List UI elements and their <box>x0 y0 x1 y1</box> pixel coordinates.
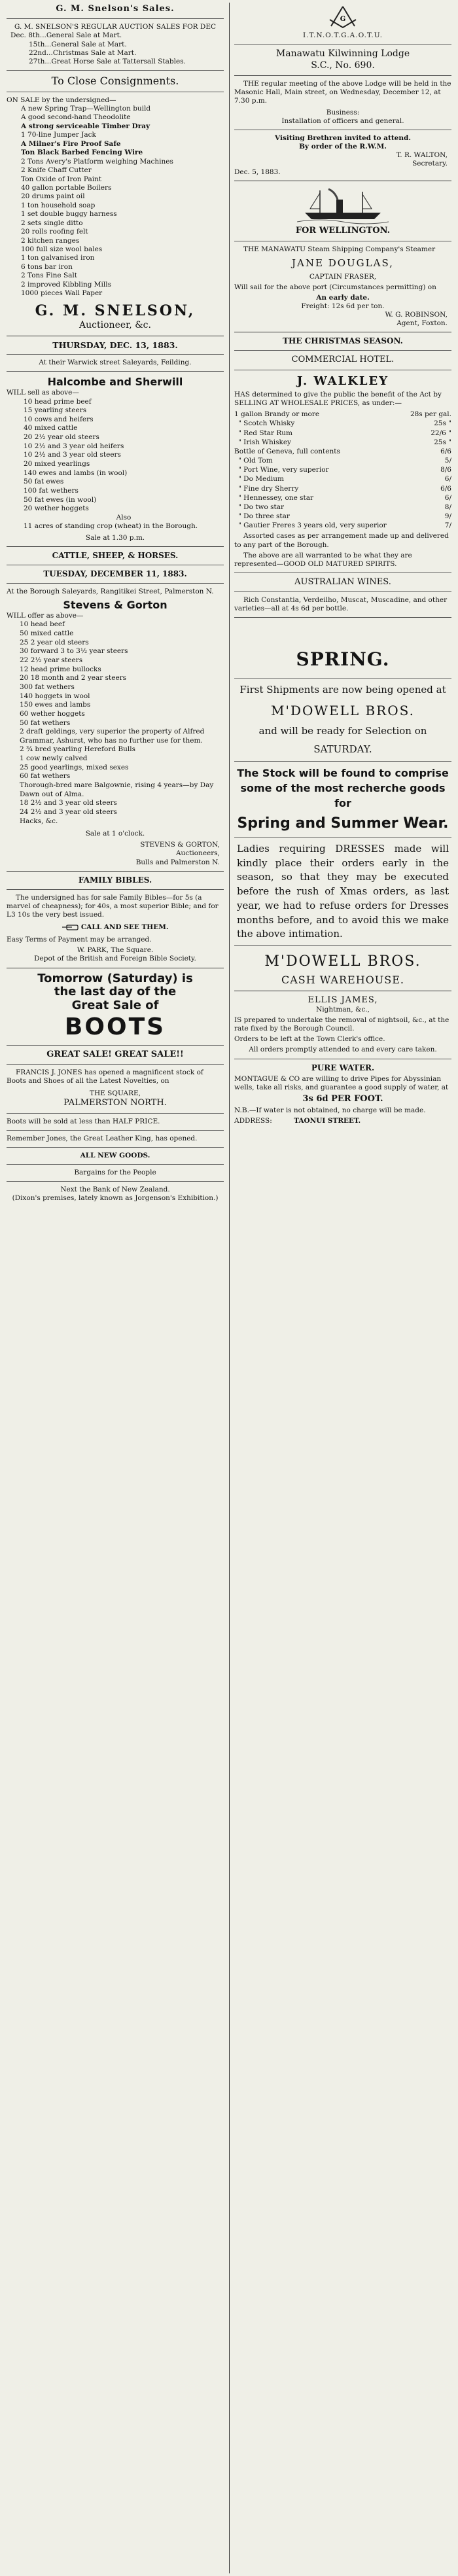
list-item: Thorough-bred mare Balgownie, rising 4 years—by Day Dawn out of Alma. <box>20 781 214 798</box>
lodge-advert <box>234 4 451 177</box>
list-item: 150 ewes and lambs <box>20 701 91 709</box>
price-value: 9/ <box>444 512 451 521</box>
list-item: 10 2½ and 3 year old steers <box>24 451 121 459</box>
spring-ladies: Ladies requiring DRESSES made will kindly place their orders early in the season, so that they may be executed before the rush of Xmas orders, as last year, we had to refuse orders for Dresses months before, and to avoid this we make the above intimation. <box>237 842 449 940</box>
list-item: 25 good yearlings, mixed sexes <box>20 763 129 771</box>
list-item: 50 fat wethers <box>20 718 71 727</box>
price-row <box>234 447 451 456</box>
lodge-body: THE regular meeting of the above Lodge will be held in the Masonic Hall, Main street, on Wednesday, December 12, at 7.30 p.m. <box>234 80 451 105</box>
spring-day: SATURDAY. <box>313 743 372 755</box>
spring-footer1: M'DOWELL BROS. <box>264 953 421 970</box>
wellington-advert <box>234 185 451 328</box>
price-item: " Hennessey, one star <box>238 493 314 502</box>
spring-firm: M'DOWELL BROS. <box>271 703 415 719</box>
ellis-advert <box>234 995 451 1055</box>
list-item: A strong serviceable Timber Dray <box>21 122 150 130</box>
bibles-call <box>7 923 224 932</box>
snelson-date: 15th...General Sale at Mart. <box>29 40 127 48</box>
list-item: 2 sets single ditto <box>21 219 83 227</box>
list-item: 2 kitchen ranges <box>21 236 80 245</box>
list-item: 1 70-line Jumper Jack <box>21 131 96 139</box>
list-item: 20 mixed yearlings <box>24 459 90 468</box>
spring-l2: and will be ready for Selection on <box>258 725 427 737</box>
list-item: 1 ton household soap <box>21 201 96 209</box>
walkley-body: HAS determined to give the public the benefit of the Act by SELLING AT WHOLESALE PRICES, as under:— <box>234 391 442 408</box>
list-item: 140 hoggets in wool <box>20 692 90 700</box>
snelson-items <box>7 105 224 298</box>
price-item: " Fine dry Sherry <box>238 484 299 493</box>
wellington-freight: Freight: 12s 6d per ton. <box>301 302 385 310</box>
price-value: 6/ <box>444 475 451 484</box>
boots-line1: Tomorrow (Saturday) is <box>37 971 193 985</box>
water-address-line <box>234 1117 451 1125</box>
list-item: 1000 pieces Wall Paper <box>21 289 103 298</box>
price-item: " Gautier Freres 3 years old, very superior <box>238 521 387 530</box>
walkley-season: THE CHRISTMAS SEASON. <box>283 336 403 346</box>
lodge-business2: Installation of officers and general. <box>281 116 404 125</box>
price-item: " Do Medium <box>238 475 285 484</box>
list-item: Ton Oxide of Iron Paint <box>21 175 102 183</box>
price-row <box>234 429 451 438</box>
wellington-captain: CAPTAIN FRASER, <box>309 272 377 281</box>
bibles-agent: Depot of the British and Foreign Bible Society. <box>34 955 196 963</box>
bibles-body: The undersigned has for sale Family Bibles—for 5s (a marvel of cheapness); for 40s, a most superior Bible; and for L3 10s the very best issued. <box>7 893 219 919</box>
list-item: 50 fat ewes <box>24 478 64 486</box>
walkley-warranted: The above are all warranted to be what they are represented—GOOD OLD MATURED SPIRITS. <box>234 551 412 568</box>
list-item: 1 cow newly calved <box>20 754 88 763</box>
list-item: 300 fat wethers <box>20 682 75 691</box>
price-item: " Red Star Rum <box>238 429 293 437</box>
walkley-assorted: Assorted cases as per arrangement made up and delivered to any part of the Borough. <box>234 532 449 549</box>
list-item: 25 2 year old steers <box>20 638 89 646</box>
price-value: 25s " <box>434 438 451 446</box>
list-item: 50 mixed cattle <box>20 629 74 638</box>
lodge-number: S.C., No. 690. <box>311 60 375 71</box>
list-item: 20 wether hoggets <box>24 504 89 513</box>
boots-place2: PALMERSTON NORTH. <box>63 1098 167 1108</box>
list-item: 50 fat ewes (in wool) <box>24 495 97 504</box>
bibles-terms: Easy Terms of Payment may be arranged. <box>7 936 152 944</box>
stevens-venue: At the Borough Saleyards, Rangitikei Street, Palmerston N. <box>7 588 214 596</box>
spring-stock: The Stock will be found to comprise some of the most recherche goods for <box>237 766 449 810</box>
snelson-on-sale: ON SALE by the undersigned— <box>7 96 116 104</box>
list-item: 12 head prime bullocks <box>20 665 101 673</box>
stevens-date: TUESDAY, DECEMBER 11, 1883. <box>43 569 187 579</box>
stevens-firm: Stevens & Gorton <box>63 599 167 612</box>
price-value: 25s " <box>434 419 451 428</box>
steamship-icon <box>297 185 389 224</box>
list-item: 20 18 month and 2 year steers <box>20 674 127 682</box>
water-body: MONTAGUE & CO are willing to drive Pipes for Abyssinian wells, take all risks, and guarantee a good supply of water, at <box>234 1074 449 1091</box>
price-row <box>234 410 451 419</box>
walkley-prices <box>234 410 451 530</box>
snelson-date: 27th...Great Horse Sale at Tattersall Stables. <box>29 57 186 65</box>
list-item: 40 gallon portable Boilers <box>21 183 112 192</box>
snelson-advert <box>7 4 224 332</box>
stevens-sig1: STEVENS & GORTON, <box>140 841 220 849</box>
list-item: A good second-hand Theodolite <box>21 113 131 122</box>
walkley-wines-header: AUSTRALIAN WINES. <box>294 576 391 587</box>
ellis-body: IS prepared to undertake the removal of nightsoil, &c., at the rate fixed by the Borough Council. <box>234 1016 449 1033</box>
price-value: 6/6 <box>440 447 451 455</box>
list-item: 2 ¾ bred yearling Hereford Bulls <box>20 745 135 754</box>
boots-line3: Great Sale of <box>71 998 159 1012</box>
stevens-lead: WILL offer as above— <box>7 612 84 620</box>
price-item: " Old Tom <box>238 457 273 465</box>
lodge-business: Business: <box>326 108 360 116</box>
halcombe-date: THURSDAY, DEC. 13, 1883. <box>52 340 178 350</box>
list-item: 24 2½ and 3 year old steers <box>20 807 117 816</box>
boots-new-goods: ALL NEW GOODS. <box>80 1151 150 1159</box>
halcombe-time: Sale at 1.30 p.m. <box>85 534 145 542</box>
masonic-emblem-icon <box>323 4 362 30</box>
water-header: PURE WATER. <box>311 1063 375 1072</box>
ellis-prompt: All orders promptly attended to and every care taken. <box>249 1046 437 1054</box>
list-item: 10 head beef <box>20 620 65 629</box>
boots-remember: Remember Jones, the Great Leather King, has opened. <box>7 1134 198 1142</box>
water-advert <box>234 1063 451 1126</box>
list-item: 2 improved Kibbling Mills <box>21 280 111 289</box>
walkley-advert <box>234 336 451 613</box>
list-item: Ton Black Barbed Fencing Wire <box>21 149 143 157</box>
right-column <box>234 3 451 2573</box>
pointing-hand-icon <box>62 923 79 931</box>
list-item: A new Spring Trap—Wellington build <box>21 105 151 113</box>
list-item: 30 forward 3 to 3½ year steers <box>20 647 128 656</box>
halcombe-firm: Halcombe and Sherwill <box>47 376 183 389</box>
list-item: 60 fat wethers <box>20 772 71 781</box>
halcombe-lead: WILL sell as above— <box>7 389 79 397</box>
halcombe-venue: At their Warwick street Saleyards, Feilding. <box>39 359 192 367</box>
price-item: " Port Wine, very superior <box>238 466 329 474</box>
boots-price: Boots will be sold at less than HALF PRICE. <box>7 1117 160 1125</box>
ellis-orders: Orders to be left at the Town Clerk's office. <box>234 1035 385 1044</box>
water-nb: N.B.—If water is not obtained, no charge will be made. <box>234 1106 426 1115</box>
list-item: 10 head prime beef <box>24 397 92 406</box>
snelson-date: 22nd...Christmas Sale at Mart. <box>29 48 137 57</box>
left-column <box>7 3 224 2573</box>
list-item: 10 2½ and 3 year old heifers <box>24 442 124 450</box>
snelson-date: Dec. 8th...General Sale at Mart. <box>10 31 122 40</box>
price-row <box>234 465 451 474</box>
spring-advert <box>234 648 451 986</box>
boots-advert <box>7 972 224 1203</box>
list-item: 10 cows and heifers <box>24 415 94 423</box>
price-value: 7/ <box>444 521 451 530</box>
list-item: 1 ton galvanised iron <box>21 254 95 262</box>
stevens-items <box>7 620 224 826</box>
bibles-advert <box>7 875 224 964</box>
stevens-advert <box>7 551 224 866</box>
price-row <box>234 456 451 465</box>
boots-dixon: (Dixon's premises, lately known as Jorgenson's Exhibition.) <box>12 1194 219 1203</box>
list-item: 60 wether hoggets <box>20 709 85 718</box>
price-row <box>234 521 451 530</box>
list-item: 22 2½ year steers <box>20 656 83 665</box>
price-item: " Do two star <box>238 503 284 511</box>
lodge-visiting: Visiting Brethren invited to attend. <box>275 133 411 142</box>
wellington-agent-role: Agent, Foxton. <box>396 319 448 328</box>
list-item: 20 rolls roofing felt <box>21 228 88 236</box>
list-item: 100 full size wool bales <box>21 245 103 253</box>
spring-season: Spring and Summer Wear. <box>237 815 449 832</box>
price-row <box>234 503 451 512</box>
bibles-header: FAMILY BIBLES. <box>78 875 152 885</box>
snelson-role: Auctioneer, &c. <box>79 320 151 331</box>
boots-bargains: Bargains for the People <box>74 1169 156 1177</box>
list-item: 1 set double buggy harness <box>21 210 117 219</box>
boots-line4: BOOTS <box>64 1013 166 1040</box>
snelson-signature: G. M. SNELSON, <box>35 302 196 319</box>
list-item: 11 acres of standing crop (wheat) in the Borough. <box>24 522 198 531</box>
wellington-company: THE MANAWATU Steam Shipping Company's Steamer <box>243 245 436 253</box>
bibles-sig: W. PARK, The Square. <box>77 946 154 955</box>
price-item: " Do three star <box>238 512 290 521</box>
wellington-header: FOR WELLINGTON. <box>295 226 391 236</box>
ellis-name: ELLIS JAMES, <box>308 995 378 1005</box>
list-item: 20 2½ year old steers <box>24 433 99 442</box>
price-row <box>234 419 451 428</box>
price-item: 1 gallon Brandy or more <box>234 410 320 419</box>
price-value: 28s per gal. <box>410 410 451 419</box>
svg-text:G: G <box>340 16 346 23</box>
price-value: 6/ <box>444 493 451 502</box>
wellington-agent: W. G. ROBINSON, <box>385 311 448 319</box>
lodge-sig: T. R. WALTON, <box>396 151 448 159</box>
boots-next: Next the Bank of New Zealand. <box>60 1186 170 1194</box>
boots-sale: GREAT SALE! GREAT SALE!! <box>46 1049 184 1059</box>
stevens-sig3: Bulls and Palmerston N. <box>135 858 220 866</box>
list-item: 2 draft geldings, very superior the property of Alfred Grammar, Ashurst, who has no further use for them. <box>20 728 205 745</box>
wellington-sail: Will sail for the above port (Circumstances permitting) on <box>234 283 436 291</box>
boots-body: FRANCIS J. JONES has opened a magnificent stock of Boots and Shoes of all the Latest Novelties, on <box>7 1068 203 1085</box>
column-divider <box>229 3 230 2573</box>
price-item: " Scotch Whisky <box>238 419 295 428</box>
ellis-trade: Nightman, &c., <box>316 1005 370 1014</box>
newspaper-page <box>4 3 454 2573</box>
wellington-ship: JANE DOUGLAS, <box>292 256 394 269</box>
lodge-sig-role: Secretary. <box>412 160 448 168</box>
halcombe-advert <box>7 340 224 543</box>
price-value: 5/ <box>444 457 451 465</box>
list-item: A Milner's Fire Proof Safe <box>21 139 121 148</box>
walkley-wines: Rich Constantia, Verdeilho, Muscat, Muscadine, and other varieties—all at 4s 6d per bottle. <box>234 596 448 613</box>
boots-line2: the last day of the <box>54 985 177 999</box>
list-item: 6 tons bar iron <box>21 262 73 271</box>
list-item: 40 mixed cattle <box>24 424 78 432</box>
snelson-consign: To Close Consignments. <box>51 74 179 87</box>
walkley-hotel: COMMERCIAL HOTEL. <box>291 355 395 365</box>
list-item: 100 fat wethers <box>24 486 79 495</box>
price-value: 22/6 " <box>431 429 451 437</box>
snelson-dates <box>7 31 224 66</box>
lodge-order: By order of the R.W.M. <box>299 142 387 150</box>
price-item: " Irish Whiskey <box>238 438 291 446</box>
walkley-name: J. WALKLEY <box>296 374 389 388</box>
boots-place1: THE SQUARE, <box>90 1089 141 1098</box>
price-item: Bottle of Geneva, full contents <box>234 447 340 455</box>
stevens-sig2: Auctioneers, <box>175 849 220 858</box>
spring-footer2: CASH WAREHOUSE. <box>281 973 404 986</box>
list-item: 2 Tons Fine Salt <box>21 272 78 280</box>
lodge-motto: I.T.N.O.T.G.A.O.T.U. <box>303 31 383 39</box>
list-item: Also <box>116 513 132 521</box>
list-item: 15 yearling steers <box>24 406 87 415</box>
water-price: 3s 6d PER FOOT. <box>302 1093 383 1104</box>
water-address: TAONUI STREET. <box>294 1117 361 1125</box>
water-address-label: ADDRESS: <box>234 1117 272 1125</box>
lodge-date: Dec. 5, 1883. <box>234 168 281 177</box>
list-item: 140 ewes and lambs (in wool) <box>24 468 128 477</box>
list-item: 2 Tons Avery's Platform weighing Machines <box>21 157 173 166</box>
snelson-intro: G. M. SNELSON'S REGULAR AUCTION SALES FOR DEC <box>14 23 217 31</box>
stevens-time: Sale at 1 o'clock. <box>85 830 145 838</box>
price-value: 8/6 <box>440 466 451 474</box>
halcombe-items <box>7 398 224 532</box>
spring-title: SPRING. <box>296 648 390 671</box>
price-row <box>234 493 451 503</box>
price-row <box>234 438 451 447</box>
price-value: 8/ <box>444 503 451 511</box>
spring-l1: First Shipments are now being opened at <box>239 684 446 696</box>
price-row <box>234 484 451 493</box>
list-item: 2 Knife Chaff Cutter <box>21 166 92 175</box>
price-row <box>234 474 451 484</box>
list-item: Hacks, &c. <box>20 817 58 825</box>
bibles-call-text: CALL AND SEE THEM. <box>80 923 169 932</box>
list-item: 20 drums paint oil <box>21 192 85 201</box>
list-item: 18 2½ and 3 year old steers <box>20 799 117 807</box>
stevens-header: CATTLE, SHEEP, & HORSES. <box>52 551 179 561</box>
price-value: 6/6 <box>440 484 451 493</box>
snelson-header: G. M. Snelson's Sales. <box>56 4 175 14</box>
wellington-day: An early date. <box>316 293 370 302</box>
lodge-title: Manawatu Kilwinning Lodge <box>275 48 410 60</box>
price-row <box>234 512 451 521</box>
